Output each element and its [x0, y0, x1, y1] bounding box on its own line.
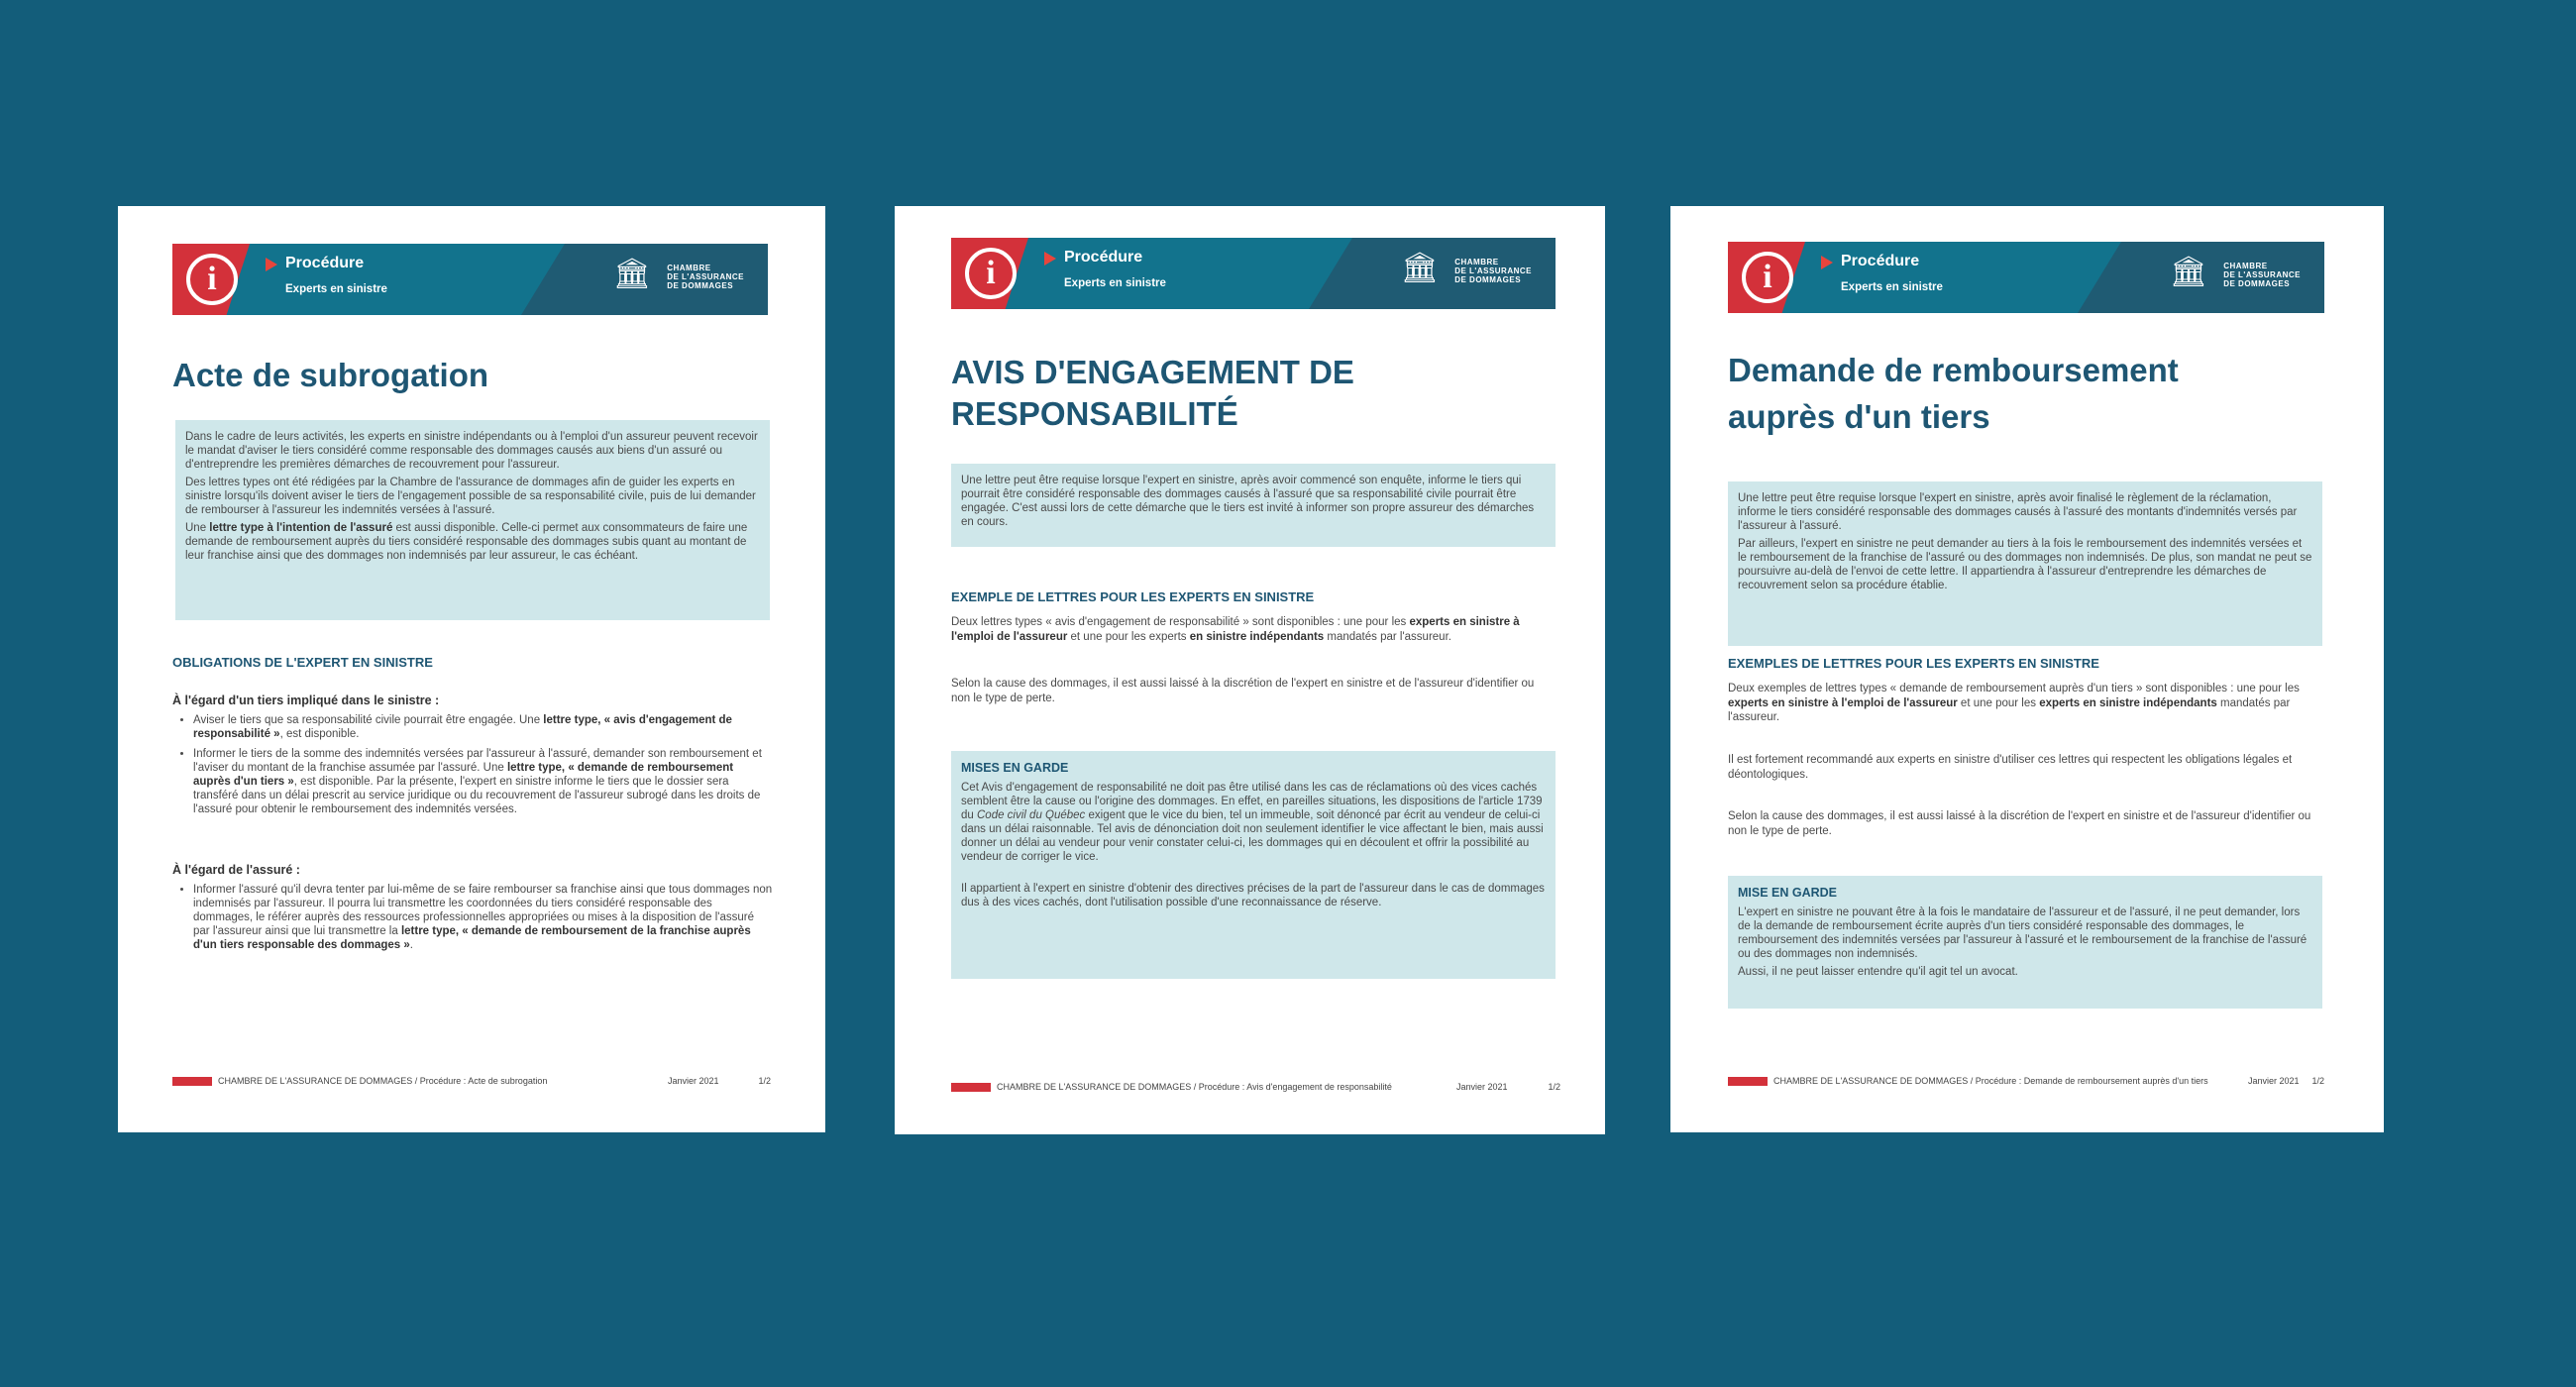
play-arrow-icon	[266, 258, 277, 271]
sub-heading-tiers: À l'égard d'un tiers impliqué dans le sinistre :	[172, 694, 440, 707]
chambre-logo-text: CHAMBRE DE L'ASSURANCE DE DOMMAGES	[2223, 262, 2301, 288]
banner-subtitle: Experts en sinistre	[1064, 277, 1166, 289]
building-logo-icon: 🏛	[612, 258, 651, 290]
chambre-logo-text: CHAMBRE DE L'ASSURANCE DE DOMMAGES	[1454, 258, 1532, 284]
banner-subtitle: Experts en sinistre	[285, 283, 387, 295]
procedure-banner	[172, 244, 768, 315]
list-item: • Informer le tiers de la somme des indemnités versées par l'assureur à l'assuré, demander son remboursement et l'aviser du montant de la franchise assumée par l'assuré. Une lettre type, « demande de remboursement auprès d'un tiers », est disponible. Par la présente, l'expert en sinistre informe le tiers que le dossier sera transféré dans un délai prescrit au service juridique ou du recouvrement de l'assureur subrogé dans les droits de l'assuré pour obtenir le remboursement des indemnités versées.	[193, 747, 773, 816]
page-footer: CHAMBRE DE L'ASSURANCE DE DOMMAGES / Procédure : Demande de remboursement auprès d'un tiers Janvier 2021 1/2	[1728, 1075, 2324, 1091]
sub-heading-assure: À l'égard de l'assuré :	[172, 863, 300, 877]
play-arrow-icon	[1044, 252, 1056, 266]
list-item: • Informer l'assuré qu'il devra tenter par lui-même de se faire rembourser sa franchise ainsi que tous dommages non indemnisés par l'assureur. Il pourra lui transmettre les coordonnées du tiers considéré responsable des dommages, le référer auprès des ressources professionnelles appropriées ou mises à la disposition de l'assuré par l'assureur ainsi que lui transmettre la lettre type, « demande de remboursement de la franchise auprès d'un tiers responsable des dommages ».	[193, 883, 773, 952]
bullet-list-assure	[175, 883, 773, 958]
bullet-list-tiers	[175, 713, 773, 822]
info-icon: i	[965, 248, 1017, 299]
section-heading: EXEMPLE DE LETTRES POUR LES EXPERTS EN SINISTRE	[951, 589, 1315, 604]
building-logo-icon: 🏛	[1400, 252, 1439, 284]
info-icon: i	[1742, 252, 1793, 303]
document-page-acte-de-subrogation[interactable]	[118, 206, 825, 1132]
warning-title: MISE EN GARDE	[1738, 886, 1838, 900]
intro-box: Dans le cadre de leurs activités, les experts en sinistre indépendants ou à l'emploi d'un assureur peuvent recevoir le mandat d'aviser le tiers considéré comme responsable des dommages causés aux biens d'un assuré ou d'entreprendre les premières démarches de recouvrement pour l'assureur. Des lettres types ont été rédigées par la Chambre de l'assurance de dommages afin de guider les experts en sinistre lorsqu'ils doivent aviser le tiers de l'engagement possible de sa responsabilité civile, puis de lui demander de rembourser à l'assureur les indemnités versées à l'assuré. Une lettre type à l'intention de l'assuré est aussi disponible. Celle-ci permet aux consommateurs de faire une demande de remboursement auprès du tiers considéré responsable des dommages subis quant au montant de leur franchise ainsi que des dommages non indemnisés par leur assureur, le cas échéant.	[175, 420, 770, 620]
banner-title: Procédure	[1841, 253, 1920, 269]
info-icon: i	[186, 254, 238, 305]
section-heading: EXEMPLES DE LETTRES POUR LES EXPERTS EN SINISTRE	[1728, 656, 2099, 671]
warning-box: MISE EN GARDE L'expert en sinistre ne pouvant être à la fois le mandataire de l'assureur et de l'assuré, il ne peut demander, lors de la demande de remboursement écrite auprès d'un tiers considéré responsable des dommages, le remboursement des indemnités versées par l'assureur à l'assuré et le remboursement de la franchise de l'assuré ou des dommages non indemnisés. Aussi, il ne peut laisser entendre qu'il agit tel un avocat.	[1728, 876, 2322, 1009]
banner-title: Procédure	[1064, 249, 1143, 266]
warning-box: MISES EN GARDE Cet Avis d'engagement de responsabilité ne doit pas être utilisé dans les cas de réclamations où des vices cachés semblent être la cause ou l'origine des dommages. En effet, en pareilles situations, les dispositions de l'article 1739 du Code civil du Québec exigent que le vice du bien, tel un immeuble, soit dénoncé par écrit au vendeur de celui-ci dans un délai raisonnable. Tel avis de dénonciation doit non seulement identifier le vice affectant le bien, mais aussi donner un délai au vendeur pour venir constater celui-ci, les dommages qui en découlent et offrir la possibilité au vendeur de corriger le vice. Il appartient à l'expert en sinistre d'obtenir des directives précises de la part de l'assureur dans le cas de dommages dus à des vices cachés, dont l'utilisation possible d'une reconnaissance de réserve.	[951, 751, 1556, 979]
page-footer: CHAMBRE DE L'ASSURANCE DE DOMMAGES / Procédure : Avis d'engagement de responsabilité Janvier 2021 1/2	[951, 1081, 1560, 1097]
body-paragraph: Deux lettres types « avis d'engagement de responsabilité » sont disponibles : une pour les experts en sinistre à l'emploi de l'assureur et une pour les experts en sinistre indépendants mandatés par l'assureur.	[951, 616, 1520, 643]
banner-subtitle: Experts en sinistre	[1841, 281, 1943, 293]
body-paragraph: Deux exemples de lettres types « demande de remboursement auprès d'un tiers » sont disponibles : une pour les experts en sinistre à l'emploi de l'assureur et une pour les experts en sinistre indépendants mandatés par l'assureur.	[1728, 683, 2300, 723]
intro-box: Une lettre peut être requise lorsque l'expert en sinistre, après avoir commencé son enquête, informe le tiers qui pourrait être considéré responsable des dommages causés à l'assuré que sa responsabilité civile pourrait être engagée. C'est aussi lors de cette démarche que le tiers est invité à informer son propre assureur des démarches en cours.	[951, 464, 1556, 547]
procedure-banner	[1728, 242, 2324, 313]
procedure-banner	[951, 238, 1556, 309]
document-page-demande-remboursement[interactable]	[1670, 206, 2384, 1132]
intro-box: Une lettre peut être requise lorsque l'expert en sinistre, après avoir finalisé le règlement de la réclamation, informe le tiers considéré responsable des dommages causés à l'assuré des montants d'indemnités versés par l'assureur à l'assuré. Par ailleurs, l'expert en sinistre ne peut demander au tiers à la fois le remboursement des indemnités versées et le remboursement de la franchise de l'assuré ou des dommages non indemnisés. De plus, son mandat ne peut se poursuivre au-delà de l'envoi de cette lettre. Il appartiendra à l'assureur d'entreprendre les démarches de recouvrement selon sa procédure établie.	[1728, 481, 2322, 646]
page-title: Acte de subrogation	[172, 357, 489, 393]
page-title: Demande de remboursement auprès d'un tiers	[1728, 352, 2179, 435]
body-paragraph: Il est fortement recommandé aux experts en sinistre d'utiliser ces lettres qui respectent les obligations légales et déontologiques.	[1728, 754, 2293, 781]
body-paragraph: Selon la cause des dommages, il est aussi laissé à la discrétion de l'expert en sinistre et de l'assureur d'identifier ou non le type de perte.	[951, 678, 1535, 704]
body-paragraph: Selon la cause des dommages, il est aussi laissé à la discrétion de l'expert en sinistre et de l'assureur d'identifier ou non le type de perte.	[1728, 810, 2311, 837]
banner-title: Procédure	[285, 255, 365, 271]
page-title: AVIS D'ENGAGEMENT DE RESPONSABILITÉ	[951, 354, 1354, 432]
chambre-logo-text: CHAMBRE DE L'ASSURANCE DE DOMMAGES	[667, 264, 744, 290]
play-arrow-icon	[1821, 256, 1833, 269]
document-page-avis-engagement[interactable]	[895, 206, 1605, 1134]
page-footer: CHAMBRE DE L'ASSURANCE DE DOMMAGES / Procédure : Acte de subrogation Janvier 2021 1/2	[172, 1075, 771, 1091]
warning-title: MISES EN GARDE	[961, 761, 1069, 775]
section-heading: OBLIGATIONS DE L'EXPERT EN SINISTRE	[172, 655, 433, 670]
list-item: • Aviser le tiers que sa responsabilité civile pourrait être engagée. Une lettre type, « avis d'engagement de responsabilité », est disponible.	[193, 713, 773, 741]
building-logo-icon: 🏛	[2169, 256, 2207, 288]
